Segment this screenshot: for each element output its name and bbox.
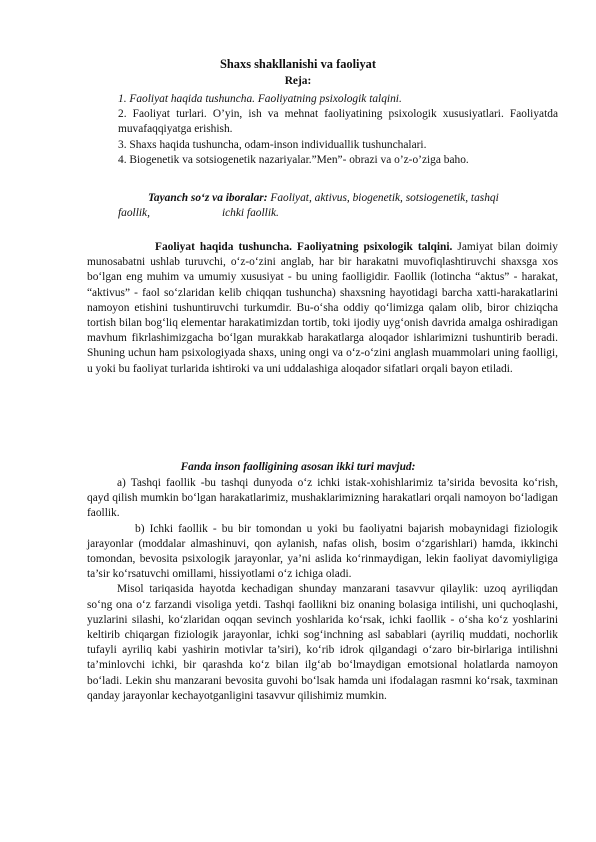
keywords-line-2 (118, 206, 558, 221)
keywords-lead: Tayanch so‘z va iboralar: (148, 192, 268, 204)
plan-heading: Reja: (284, 75, 312, 87)
paragraph-c: Misol tariqasida hayotda kechadigan shunday manzarani tasavvur qilaylik: uzoq ayriliqdan so‘ng ona o‘z farzandi visoliga yetdi. Tashqi faollikni biz onaning bolasiga intilishi, uni quchoqlashi, yuzlarini silashi, ko‘zlaridan oqqan sevinch yoshlarida ko‘rsak, ichki faollik - o‘sha ko‘z yoshlarini keltirib chiqargan fiziologik jarayonlar, ichki sog‘inchning asl sabablari (ayriliq muddati, nochorlik tufayli ayriliq kabi yashirin motivlar ta’siri), ko‘rib idrok qilgandagi o‘zaro bir-birlariga intilishni ta’minlovchi ichki, bir qarashda ko‘z bilan ilg‘ab bo‘lmaydigan emotsional holatlarda namoyon bo‘ladi. Lekin shu manzarani bevosita guvohi bo‘lsak hamda uni ifodalagan rasmni ko‘rsak, taxminan qanday jarayonlar kechayotganligini tasavvur qilishimiz mumkin. (87, 583, 558, 702)
keywords-text-1: Faoliyat, aktivus, biogenetik, sotsiogenetik, tashqi (267, 192, 499, 204)
paragraph-b: b) Ichki faollik - bu bir tomondan u yoki bu faoliyatni bajarish mobaynidagi fiziologik jarayonlar (moddalar almashinuvi, qon aylanish, nafas olish, bosim o‘zgarishlari) hamda, ikkinchi tomondan, bevosita psixologik jarayonlar, ya’ni aslida ko‘rinmaydigan, lekin faoliyat davomiyligiga ta’sir ko‘rsatuvchi omillami, hissiyotlami o‘z ichiga oladi. (87, 522, 558, 581)
paragraph-a: a) Tashqi faollik -bu tashqi dunyoda o‘z ichki istak-xohishlarimiz ta’sirida bevosita ko‘rish, qayd qilish mumkin bo‘lgan harakatlarimiz, mushaklarimizning harakatlari orqali namoyon bo‘ladigan faollik. (87, 477, 558, 520)
keywords-line-1 (118, 191, 558, 206)
keywords-text-2a: faollik, (118, 207, 150, 220)
section-2-body (87, 476, 558, 704)
document-title: Shaxs shakllanishi va faoliyat (220, 57, 376, 71)
keywords-block (118, 191, 558, 221)
section-1-lead: Faoliyat haqida tushuncha. Faoliyatning psixologik talqini. (155, 241, 453, 253)
plan-list (118, 92, 558, 168)
plan-item-3: 3. Shaxs haqida tushuncha, odam-inson individuallik tushunchalari. (118, 138, 427, 151)
plan-item-2: 2. Faoliyat turlari. O’yin, ish va mehnat faoliyatining psixologik xususiyatlari. Faoliyatda muvafaqqiyatga erishish. (118, 108, 558, 136)
section-1-text: Jamiyat bilan doimiy munosabatni ushlab turuvchi, o‘z-o‘zini anglab, har bir harakatni muvofiqlashtiruvchi shaxsga xos bo‘lgan eng muhim va umumiy xususiyat - bu uning faolligidir. Faollik (lotincha “aktus” - harakat, “aktivus” - faol so‘zlaridan kelib chiqqan tushuncha) shaxsning hayotidagi barcha xatti-harakatlarini namoyon etishini tushuntiruvchi turkumdir. Bu-o‘sha oddiy qo‘limizga qalam olib, biror chiziqcha tortish bilan bog‘liq elementar harakatimizdan tortib, toki ijodiy uyg‘onish davrida amalga oshiradigan mavhum fikrlashimizgacha bo‘lgan murakkab harakatlarga aloqador ishlarimizni tushuntirib beradi. Shuning uchun ham psixologiyada shaxs, uning ongi va o‘z-o‘zini anglash muammolari uning faolligi, u yoki bu faoliyat turlarida ishtiroki va uni uddalashiga aloqador sifatlari orqali bayon etiladi. (87, 241, 558, 375)
subheading: Fanda inson faolligining asosan ikki turi mavjud: (180, 461, 416, 473)
plan-item-1: 1. Faoliyat haqida tushuncha. Faoliyatning psixologik talqini. (118, 93, 402, 105)
keywords-text-2b: ichki faollik. (221, 207, 279, 220)
plan-item-4: 4. Biogenetik va sotsiogenetik nazariyalar.”Men”- obrazi va o’z-o’ziga baho. (118, 153, 469, 166)
section-1-paragraph (87, 240, 558, 377)
